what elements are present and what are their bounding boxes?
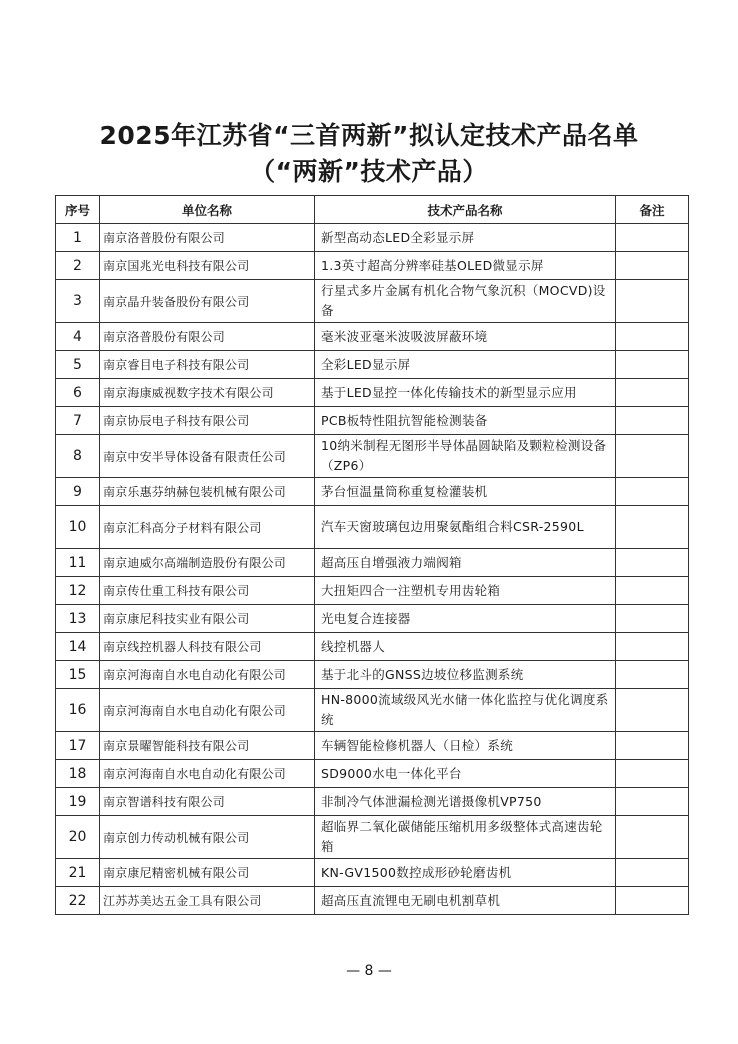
row-product: 超临界二氧化碳储能压缩机用多级整体式高速齿轮箱 (315, 816, 616, 859)
row-unit: 南京中安半导体设备有限责任公司 (100, 435, 315, 478)
table-row (56, 859, 689, 887)
table-row (56, 732, 689, 760)
table-row (56, 252, 689, 280)
row-index: 9 (56, 478, 100, 506)
table-row (56, 816, 689, 859)
header-unit: 单位名称 (100, 196, 315, 224)
row-note (616, 379, 689, 407)
row-index: 11 (56, 549, 100, 577)
row-note (616, 605, 689, 633)
row-product: HN-8000流域级风光水储一体化监控与优化调度系统 (315, 689, 616, 732)
row-index: 13 (56, 605, 100, 633)
row-unit: 南京汇科高分子材料有限公司 (100, 506, 315, 549)
row-note (616, 506, 689, 549)
table-row (56, 788, 689, 816)
row-product: SD9000水电一体化平台 (315, 760, 616, 788)
row-unit: 南京睿目电子科技有限公司 (100, 351, 315, 379)
row-index: 21 (56, 859, 100, 887)
row-product: 车辆智能检修机器人（日检）系统 (315, 732, 616, 760)
row-unit: 江苏苏美达五金工具有限公司 (100, 887, 315, 915)
row-note (616, 577, 689, 605)
row-note (616, 661, 689, 689)
row-product: 毫米波亚毫米波吸波屏蔽环境 (315, 323, 616, 351)
row-unit: 南京晶升装备股份有限公司 (100, 280, 315, 323)
row-index: 14 (56, 633, 100, 661)
header-product: 技术产品名称 (315, 196, 616, 224)
row-note (616, 407, 689, 435)
table-row (56, 605, 689, 633)
row-unit: 南京迪威尔高端制造股份有限公司 (100, 549, 315, 577)
table-row (56, 351, 689, 379)
table-row (56, 887, 689, 915)
table-row (56, 478, 689, 506)
header-note: 备注 (616, 196, 689, 224)
row-index: 12 (56, 577, 100, 605)
row-index: 17 (56, 732, 100, 760)
table-row (56, 435, 689, 478)
table-row (56, 760, 689, 788)
table-row (56, 407, 689, 435)
row-unit: 南京康尼科技实业有限公司 (100, 605, 315, 633)
row-note (616, 478, 689, 506)
row-product: 全彩LED显示屏 (315, 351, 616, 379)
row-unit: 南京智谱科技有限公司 (100, 788, 315, 816)
row-index: 8 (56, 435, 100, 478)
table-row (56, 224, 689, 252)
row-note (616, 732, 689, 760)
row-index: 2 (56, 252, 100, 280)
row-index: 22 (56, 887, 100, 915)
row-product: 行星式多片金属有机化合物气象沉积（MOCVD)设备 (315, 280, 616, 323)
row-product: KN-GV1500数控成形砂轮磨齿机 (315, 859, 616, 887)
row-note (616, 887, 689, 915)
row-note (616, 788, 689, 816)
row-product: 茅台恒温量筒称重复检灌装机 (315, 478, 616, 506)
row-unit: 南京河海南自水电自动化有限公司 (100, 689, 315, 732)
row-note (616, 435, 689, 478)
row-index: 3 (56, 280, 100, 323)
row-unit: 南京洛普股份有限公司 (100, 323, 315, 351)
row-product: PCB板特性阻抗智能检测装备 (315, 407, 616, 435)
table-row (56, 633, 689, 661)
row-index: 10 (56, 506, 100, 549)
row-product: 1.3英寸超高分辨率硅基OLED微显示屏 (315, 252, 616, 280)
row-product: 非制冷气体泄漏检测光谱摄像机VP750 (315, 788, 616, 816)
row-index: 5 (56, 351, 100, 379)
row-unit: 南京创力传动机械有限公司 (100, 816, 315, 859)
table-row (56, 379, 689, 407)
row-index: 1 (56, 224, 100, 252)
page-subtitle: （“两新”技术产品） (250, 157, 488, 186)
table-row (56, 689, 689, 732)
table-row (56, 280, 689, 323)
table-row (56, 549, 689, 577)
row-product: 新型高动态LED全彩显示屏 (315, 224, 616, 252)
row-unit: 南京洛普股份有限公司 (100, 224, 315, 252)
row-unit: 南京线控机器人科技有限公司 (100, 633, 315, 661)
row-product: 超高压直流锂电无刷电机割草机 (315, 887, 616, 915)
row-note (616, 252, 689, 280)
page-number: — 8 — (346, 963, 392, 979)
table-row (56, 323, 689, 351)
table-row (56, 506, 689, 549)
row-unit: 南京国兆光电科技有限公司 (100, 252, 315, 280)
row-product: 基于LED显控一体化传输技术的新型显示应用 (315, 379, 616, 407)
row-index: 6 (56, 379, 100, 407)
row-note (616, 689, 689, 732)
row-index: 19 (56, 788, 100, 816)
row-note (616, 633, 689, 661)
row-product: 光电复合连接器 (315, 605, 616, 633)
row-index: 4 (56, 323, 100, 351)
row-index: 20 (56, 816, 100, 859)
header-index: 序号 (56, 196, 100, 224)
row-unit: 南京景曜智能科技有限公司 (100, 732, 315, 760)
row-product: 基于北斗的GNSS边坡位移监测系统 (315, 661, 616, 689)
row-note (616, 760, 689, 788)
row-index: 7 (56, 407, 100, 435)
row-unit: 南京河海南自水电自动化有限公司 (100, 661, 315, 689)
table-header-row (56, 196, 689, 224)
row-note (616, 280, 689, 323)
row-unit: 南京康尼精密机械有限公司 (100, 859, 315, 887)
row-product: 汽车天窗玻璃包边用聚氨酯组合料CSR-2590L (315, 506, 616, 549)
row-unit: 南京协辰电子科技有限公司 (100, 407, 315, 435)
table-row (56, 661, 689, 689)
row-note (616, 351, 689, 379)
row-unit: 南京河海南自水电自动化有限公司 (100, 760, 315, 788)
row-note (616, 816, 689, 859)
row-product: 线控机器人 (315, 633, 616, 661)
product-table (55, 195, 689, 915)
row-unit: 南京传仕重工科技有限公司 (100, 577, 315, 605)
row-unit: 南京乐惠芬纳赫包装机械有限公司 (100, 478, 315, 506)
row-product: 10纳米制程无图形半导体晶圆缺陷及颗粒检测设备（ZP6） (315, 435, 616, 478)
row-unit: 南京海康威视数字技术有限公司 (100, 379, 315, 407)
row-product: 大扭矩四合一注塑机专用齿轮箱 (315, 577, 616, 605)
table-row (56, 577, 689, 605)
row-product: 超高压自增强液力端阀箱 (315, 549, 616, 577)
row-note (616, 224, 689, 252)
row-note (616, 549, 689, 577)
row-note (616, 859, 689, 887)
row-index: 16 (56, 689, 100, 732)
row-index: 15 (56, 661, 100, 689)
row-index: 18 (56, 760, 100, 788)
row-note (616, 323, 689, 351)
page-title: 2025年江苏省“三首两新”拟认定技术产品名单 (99, 121, 639, 150)
